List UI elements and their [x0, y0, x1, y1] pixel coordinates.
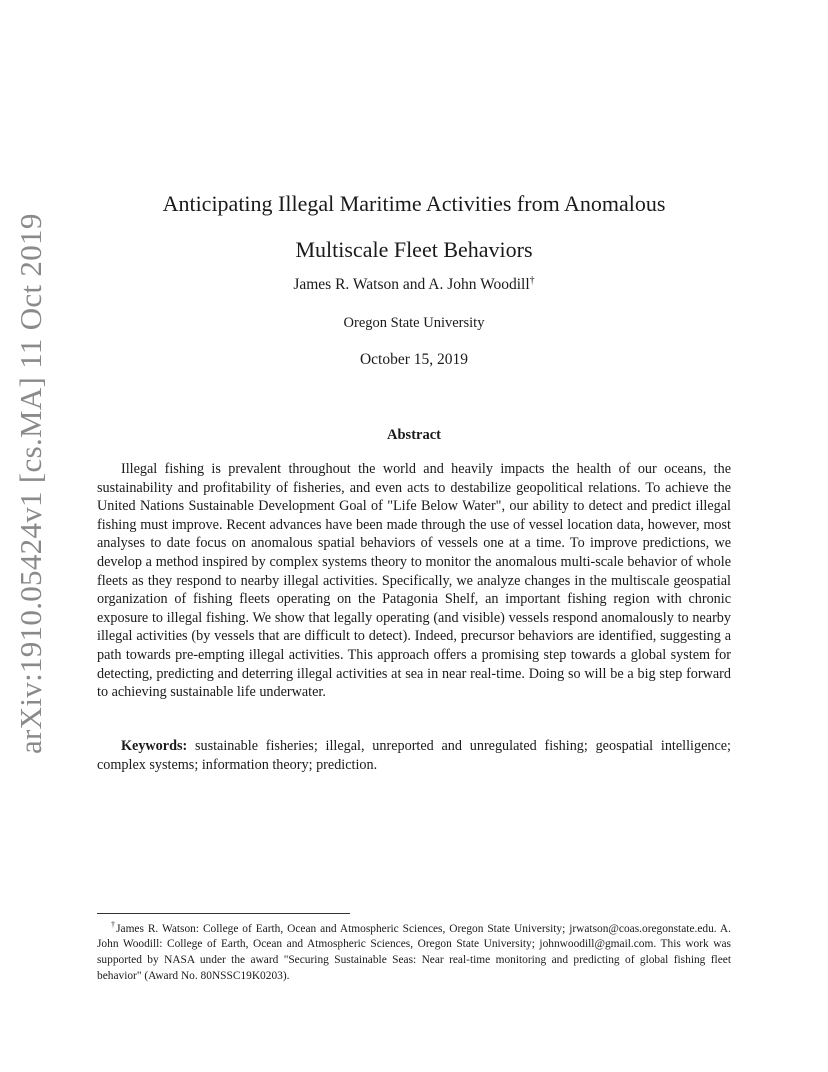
author-list	[98, 275, 730, 294]
paper-title	[98, 181, 730, 273]
abstract-body: Illegal fishing is prevalent throughout the world and heavily impacts the health of our oceans, the sustainability and profitability of fisheries, and even acts to destabilize geopolitical relations. To achieve the United Nations Sustainable Development Goal of "Life Below Water", our ability to detect and predict illegal fishing must improve. Recent advances have been made through the use of vessel location data, however, most analyses to date focus on anomalous spatial behaviors of vessels one at a time. To improve predictions, we develop a method inspired by complex systems theory to monitor the anomalous multi-scale behavior of whole fleets as they respond to nearby illegal activities. Specifically, we analyze changes in the multiscale geospatial organization of fishing fleets operating on the Patagonia Shelf, an important fishing region with chronic exposure to illegal fishing. We show that legally operating (and visible) vessels respond anomalously to nearby illegal activities (by vessels that are difficult to detect). Indeed, precursor behaviors are identified, suggesting a path towards pre-empting illegal activities. This approach offers a promising step towards a global system for detecting, predicting and deterring illegal activities at sea in near real-time. Doing so will be a big step forward to achieving sustainable life underwater.	[97, 461, 731, 701]
keywords-list: sustainable fisheries; illegal, unreported and unregulated fishing; geospatial intelligence; complex systems; information theory; prediction.	[97, 738, 731, 773]
title-line-2: Multiscale Fleet Behaviors	[295, 236, 533, 262]
title-line-1: Anticipating Illegal Maritime Activities from Anomalous	[162, 190, 666, 216]
arxiv-identifier-stamp: arXiv:1910.05424v1 [cs.MA] 11 Oct 2019	[13, 213, 48, 754]
affiliation: Oregon State University	[343, 315, 485, 331]
keywords-label: Keywords:	[121, 738, 188, 754]
footnote-mark: †	[111, 920, 117, 929]
author-footnote-mark: †	[529, 275, 535, 286]
footnote-rule	[97, 913, 350, 914]
footnote-text: James R. Watson: College of Earth, Ocean and Atmospheric Sciences, Oregon State University; jrwatson@coas.oregonstate.edu. A. John Woodill: College of Earth, Ocean and Atmospheric Sciences, Oregon State University; johnwoodill@gmail.com. This work was supported by NASA under the award "Securing Sustainable Seas: Near real-time monitoring and predicting of global fishing fleet behavior" (Award No. 80NSSC19K0203).	[97, 922, 732, 982]
author-names: James R. Watson and A. John Woodill	[293, 276, 530, 294]
abstract-heading: Abstract	[387, 427, 441, 443]
footnote	[97, 917, 731, 984]
keywords-paragraph	[97, 737, 731, 774]
publication-date: October 15, 2019	[359, 351, 469, 368]
